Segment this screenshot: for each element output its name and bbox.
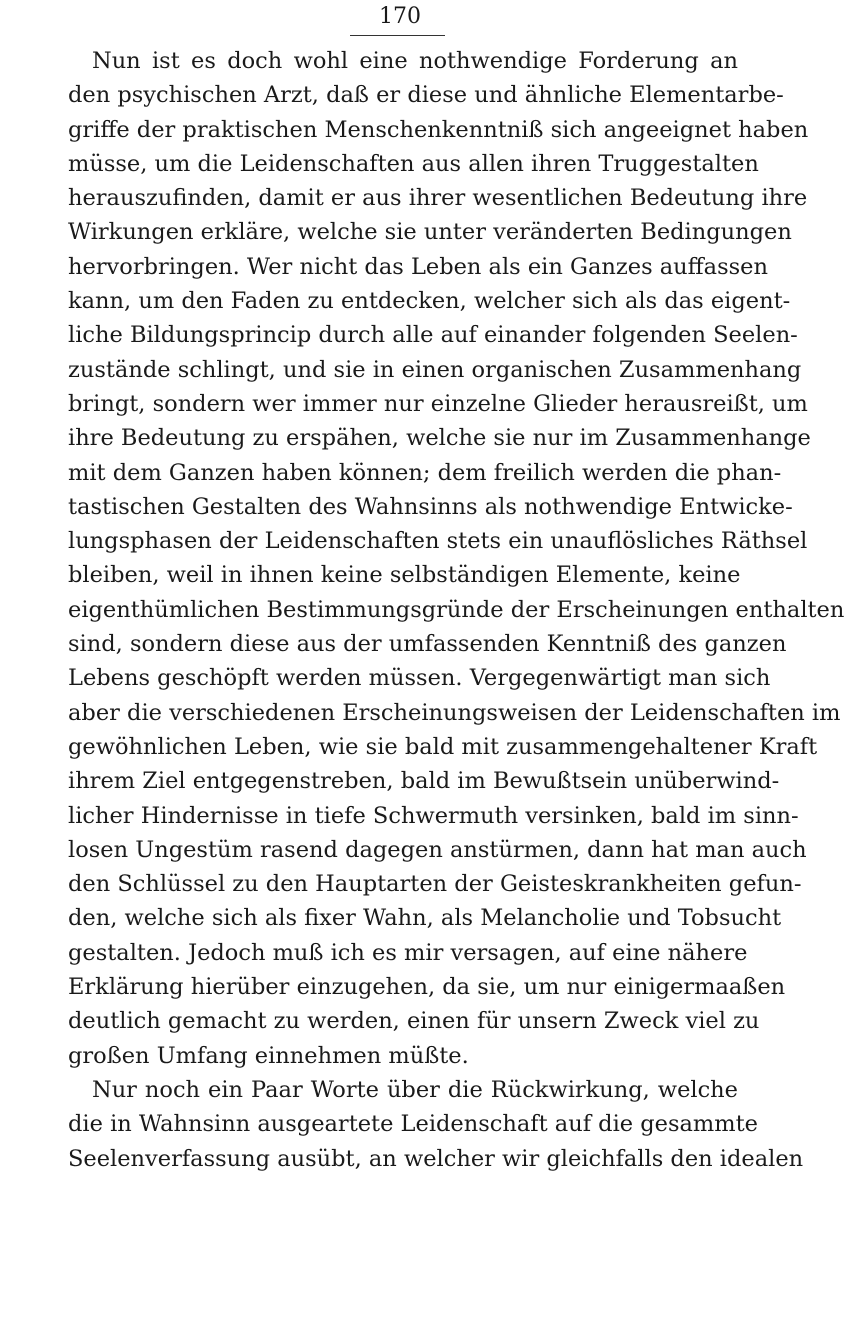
text-line: kann, um den Faden zu entdecken, welcher sich als das eigent- [68,288,791,315]
text-line: mit dem Ganzen haben können; dem freilich werden die phan- [68,459,782,486]
text-line: den psychischen Arzt, daß er diese und ähnliche Elementarbe- [68,82,784,109]
text-line: müsse, um die Leidenschaften aus allen ihren Truggestalten [68,150,759,177]
text-line: losen Ungestüm rasend dagegen anstürmen, dann hat man auch [68,836,807,863]
text-line: gewöhnlichen Leben, wie sie bald mit zusammengehaltener Kraft [68,733,818,760]
text-line: griffe der praktischen Menschenkenntniß sich angeeignet haben [68,116,809,143]
text-line: liche Bildungsprincip durch alle auf einander folgenden Seelen- [68,322,798,349]
text-line: eigenthümlichen Bestimmungsgründe der Erscheinungen enthalten [68,596,844,623]
text-line: Lebens geschöpft werden müssen. Vergegenwärtigt man sich [68,665,771,692]
text-line: aber die verschiedenen Erscheinungsweisen der Leidenschaften im [68,699,841,726]
text-line: tastischen Gestalten des Wahnsinns als nothwendige Entwicke- [68,493,793,520]
text-line: bringt, sondern wer immer nur einzelne Glieder herausreißt, um [68,390,808,417]
text-line: Nur noch ein Paar Worte über die Rückwirkung, welche [92,1076,738,1103]
text-line: herauszufinden, damit er aus ihrer wesentlichen Bedeutung ihre [68,185,808,212]
page-number: 170 [379,4,421,29]
text-line: Seelenverfassung ausübt, an welcher wir gleichfalls den idealen [68,1145,804,1172]
body-text [68,44,844,1176]
text-line: sind, sondern diese aus der umfassenden Kenntniß des ganzen [68,631,787,658]
text-line: ihre Bedeutung zu erspähen, welche sie nur im Zusammenhange [68,425,811,452]
text-line: gestalten. Jedoch muß ich es mir versagen, auf eine nähere [68,939,748,966]
text-line: deutlich gemacht zu werden, einen für unsern Zweck viel zu [68,1008,760,1035]
text-line: licher Hindernisse in tiefe Schwermuth versinken, bald im sinn- [68,802,799,829]
text-line: den Schlüssel zu den Hauptarten der Geisteskrankheiten gefun- [68,871,802,898]
text-line: Erklärung hierüber einzugehen, da sie, um nur einigermaaßen [68,974,786,1001]
text-line: hervorbringen. Wer nicht das Leben als ein Ganzes auffassen [68,253,768,280]
text-line: großen Umfang einnehmen müßte. [68,1042,469,1069]
text-line: bleiben, weil in ihnen keine selbständigen Elemente, keine [68,562,741,589]
text-line: ihrem Ziel entgegenstreben, bald im Bewußtsein unüberwind- [68,768,780,795]
text-line: die in Wahnsinn ausgeartete Leidenschaft auf die gesammte [68,1111,758,1138]
text-line: lungsphasen der Leidenschaften stets ein unauflösliches Räthsel [68,528,808,555]
header-rule [350,35,445,36]
text-line: Nun ist es doch wohl eine nothwendige Forderung an [92,48,738,74]
text-line: zustände schlingt, und sie in einen organischen Zusammenhang [68,356,802,383]
text-line: den, welche sich als fixer Wahn, als Melancholie und Tobsucht [68,905,782,932]
text-line: Wirkungen erkläre, welche sie unter veränderten Bedingungen [68,219,792,246]
